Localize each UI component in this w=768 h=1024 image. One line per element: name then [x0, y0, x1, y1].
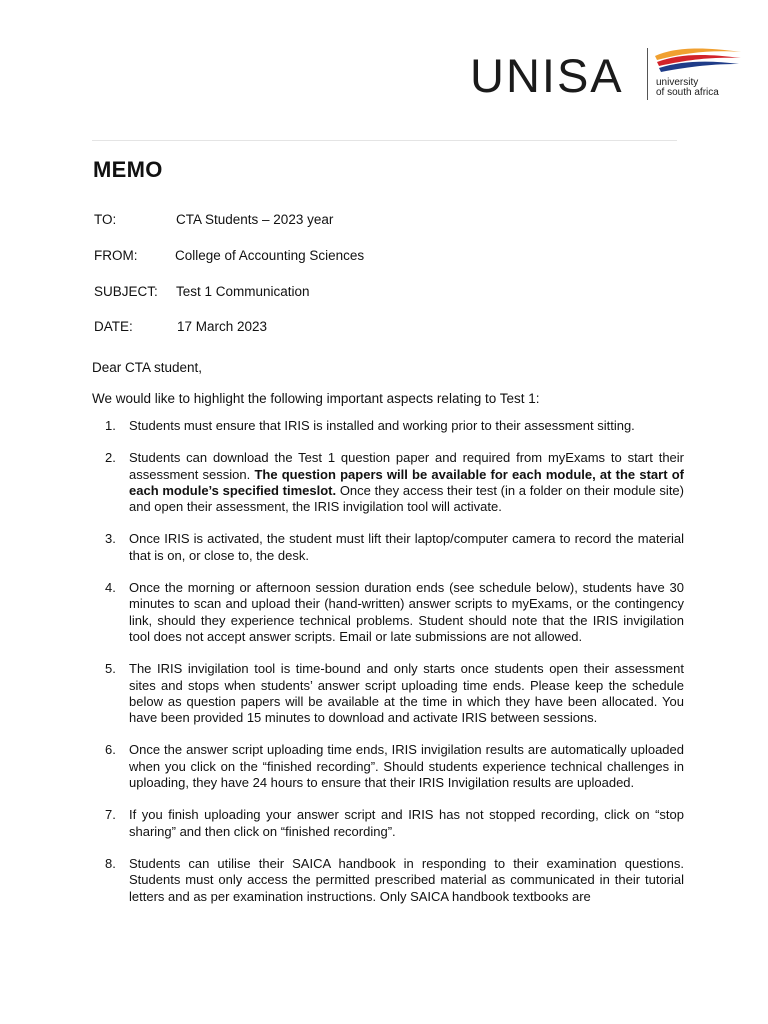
- item-number: 4.: [105, 580, 116, 596]
- item-number: 2.: [105, 450, 116, 466]
- item-number: 7.: [105, 807, 116, 823]
- logo-subtitle: [656, 78, 719, 98]
- date-value: 17 March 2023: [177, 319, 268, 334]
- subject-label: SUBJECT:: [94, 284, 158, 299]
- item-bold-text: The question papers will be available for each module, at the start of each module’s specified timeslot.: [129, 466, 684, 498]
- instructions-list: [92, 418, 684, 921]
- logo-sub-line1: university: [656, 77, 699, 88]
- greeting: Dear CTA student,: [92, 360, 203, 375]
- item-number: 1.: [105, 418, 116, 433]
- memo-title: MEMO: [93, 157, 163, 182]
- subject-value: Test 1 Communication: [176, 284, 310, 299]
- item-text: Students can utilise their SAICA handbook in responding to their examination questions. Students must only access the permitted prescribed material as communicated in their tutorial letters and as per examination instructions. Only SAICA handbook textbooks are: [129, 855, 684, 904]
- item-text: Students must ensure that IRIS is installed and working prior to their assessment sitting.: [129, 418, 635, 433]
- list-item: [92, 742, 684, 791]
- list-item: [92, 856, 684, 905]
- unisa-logo: [470, 44, 742, 104]
- item-number: 5.: [105, 661, 116, 677]
- to-value: CTA Students – 2023 year: [176, 212, 334, 227]
- date-label: DATE:: [94, 319, 133, 334]
- item-number: 6.: [105, 742, 116, 758]
- to-label: TO:: [94, 212, 117, 227]
- list-item: [92, 661, 684, 726]
- item-text: Once IRIS is activated, the student must lift their laptop/computer camera to record the material that is on, or close to, the desk.: [129, 531, 684, 563]
- list-item: [92, 807, 684, 840]
- item-text: The IRIS invigilation tool is time-bound and only starts once students open their assessment sites and stops when students’ answer script uploading time ends. Please keep the schedule below as question papers will be available at the time in which they have been allocated. You have been provided 15 minutes to download and activate IRIS between sessions.: [129, 661, 684, 726]
- list-item: [92, 580, 684, 645]
- item-text-continued: Once they access their test (in a folder on their module site) and open their assessment, the IRIS invigilation tool will activate.: [129, 482, 684, 515]
- list-item: [92, 418, 684, 434]
- list-item: [92, 450, 684, 515]
- list-item: [92, 531, 684, 564]
- item-number: 8.: [105, 855, 116, 871]
- header-divider: [92, 140, 677, 141]
- item-text: Once the answer script uploading time ends, IRIS invigilation results are automatically uploaded when you click on the “finished recording”. Should students experience technical challenges in uploading, they have 24 hours to ensure that their IRIS Invigilation results are uploaded.: [129, 742, 684, 791]
- logo-wordmark: UNISA: [470, 49, 624, 102]
- from-value: College of Accounting Sciences: [175, 248, 365, 263]
- intro-text: We would like to highlight the following important aspects relating to Test 1:: [92, 391, 540, 406]
- from-label: FROM:: [94, 248, 138, 263]
- item-text: Students can download the Test 1 question paper and required from myExams to start their assessment session.: [129, 450, 684, 482]
- item-number: 3.: [105, 531, 116, 547]
- item-text: If you finish uploading your answer script and IRIS has not stopped recording, click on “stop sharing” and then click on “finished recording”.: [129, 807, 684, 839]
- logo-wing-icon: [653, 44, 743, 74]
- logo-sub-line2: of south africa: [656, 87, 719, 98]
- item-text: Once the morning or afternoon session duration ends (see schedule below), students have 30 minutes to scan and upload their (hand-written) answer scripts to myExams, or the contingency link, should they experience technical problems. Student should note that the IRIS invigilation tool does not accept answer scripts. Email or late submissions are not allowed.: [129, 580, 684, 644]
- logo-divider: [647, 48, 648, 100]
